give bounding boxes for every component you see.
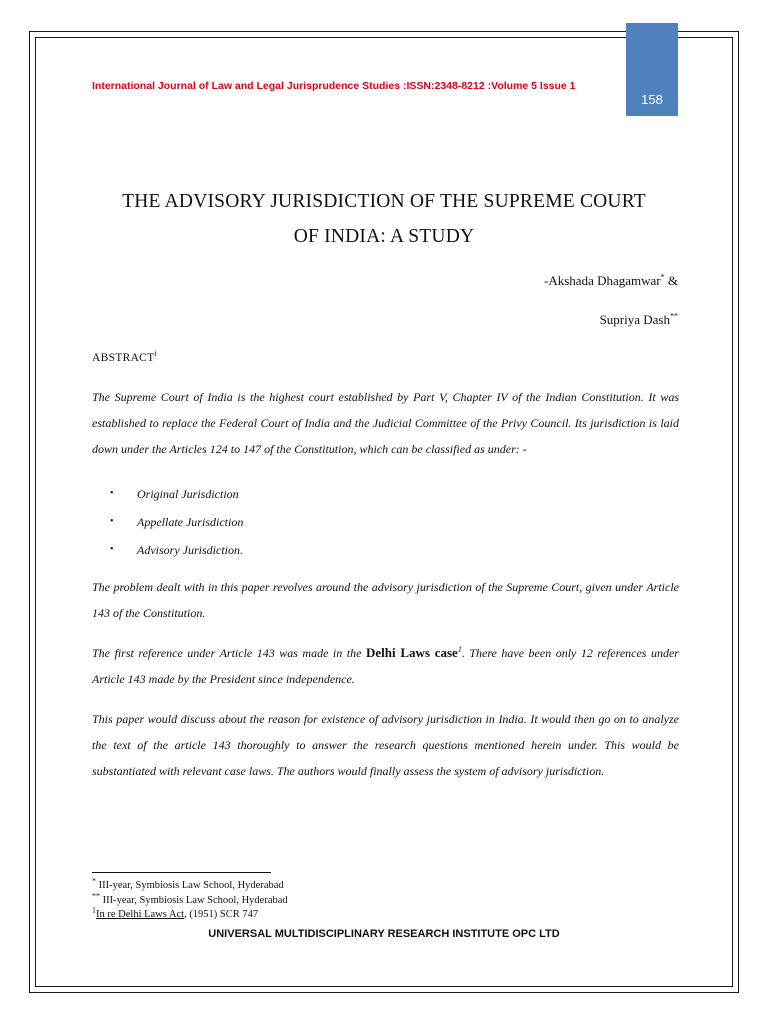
list-item: [110, 480, 243, 508]
case-citation-link[interactable]: In re Delhi Laws Act: [96, 909, 185, 920]
paragraph-3-lead: The first reference under Article 143 was made in the: [92, 646, 366, 660]
abstract-paragraph-1: The Supreme Court of India is the highest court established by Part V, Chapter IV of the Indian Constitution. It was established to replace the Federal Court of India and the Judicial Committee of the Privy Council. Its jurisdiction is laid down under the Articles 124 to 147 of the Constitution, which can be classified as under: -: [92, 390, 679, 456]
footnotes: [92, 876, 288, 923]
delhi-laws-case: Delhi Laws case: [365, 645, 458, 660]
author-1: [544, 273, 678, 289]
list-item: [110, 508, 243, 536]
list-item-label: Original Jurisdiction: [137, 487, 239, 501]
jurisdiction-list: [110, 480, 243, 564]
list-item-label: Appellate Jurisdiction: [137, 515, 244, 529]
journal-header: International Journal of Law and Legal Jurisprudence Studies :ISSN:2348-8212 :Volume 5 Issue 1: [92, 80, 576, 92]
abstract-paragraph-3: [92, 640, 679, 692]
paper-title-line-2: OF INDIA: A STUDY: [293, 226, 475, 247]
author-1-footnote-mark[interactable]: *: [660, 272, 665, 282]
bullet-icon: •: [110, 516, 114, 527]
paragraph-3-rest: . There have been only 12 references under Article 143 made by the President since independence.: [92, 646, 679, 686]
page-number-tab: [626, 23, 678, 116]
footnote-item: [92, 905, 288, 923]
abstract-paragraph-4: This paper would discuss about the reason for existence of advisory jurisdiction in India. It would then go on to analyze the text of the article 143 thoroughly to answer the research questions mentioned herein under. This would be substantiated with relevant case laws. The authors would finally assess the system of advisory jurisdiction.: [92, 712, 679, 778]
footnote-text: III-year, Symbiosis Law School, Hyderabad: [96, 880, 284, 891]
abstract-heading-text: ABSTRACT: [92, 352, 155, 364]
list-item: [110, 536, 243, 564]
footnote-divider: [92, 872, 271, 873]
author-1-name: -Akshada Dhagamwar: [544, 273, 661, 288]
paper-title-line-1: THE ADVISORY JURISDICTION OF THE SUPREME COURT: [122, 191, 646, 212]
bullet-icon: •: [110, 488, 114, 499]
list-item-label: Advisory Jurisdiction.: [137, 543, 243, 557]
author-2-footnote-mark[interactable]: **: [670, 311, 678, 321]
author-1-suffix: &: [664, 273, 678, 288]
footnote-text: III-year, Symbiosis Law School, Hyderabad: [100, 894, 288, 906]
author-2-name: Supriya Dash: [599, 312, 670, 327]
author-2: [600, 312, 678, 328]
page-number: 158: [641, 92, 663, 107]
paper-title: [70, 184, 698, 254]
publisher-footer: UNIVERSAL MULTIDISCIPLINARY RESEARCH INSTITUTE OPC LTD: [208, 928, 560, 940]
abstract-paragraph-2: The problem dealt with in this paper revolves around the advisory jurisdiction of the Supreme Court, given under Article 143 of the Constitution.: [92, 580, 679, 620]
bullet-icon: •: [110, 544, 114, 555]
footnote-1-mark[interactable]: 1: [457, 645, 462, 654]
footnote-item: [92, 876, 288, 894]
footnote-item: [92, 891, 288, 909]
abstract-heading-mark: i: [154, 349, 157, 359]
footnote-mark: *: [92, 876, 96, 886]
footnote-mark: **: [92, 891, 100, 900]
abstract-heading: [92, 349, 157, 364]
footnote-text: , (1951) SCR 747: [184, 909, 259, 920]
footnote-mark: 1: [92, 905, 96, 915]
